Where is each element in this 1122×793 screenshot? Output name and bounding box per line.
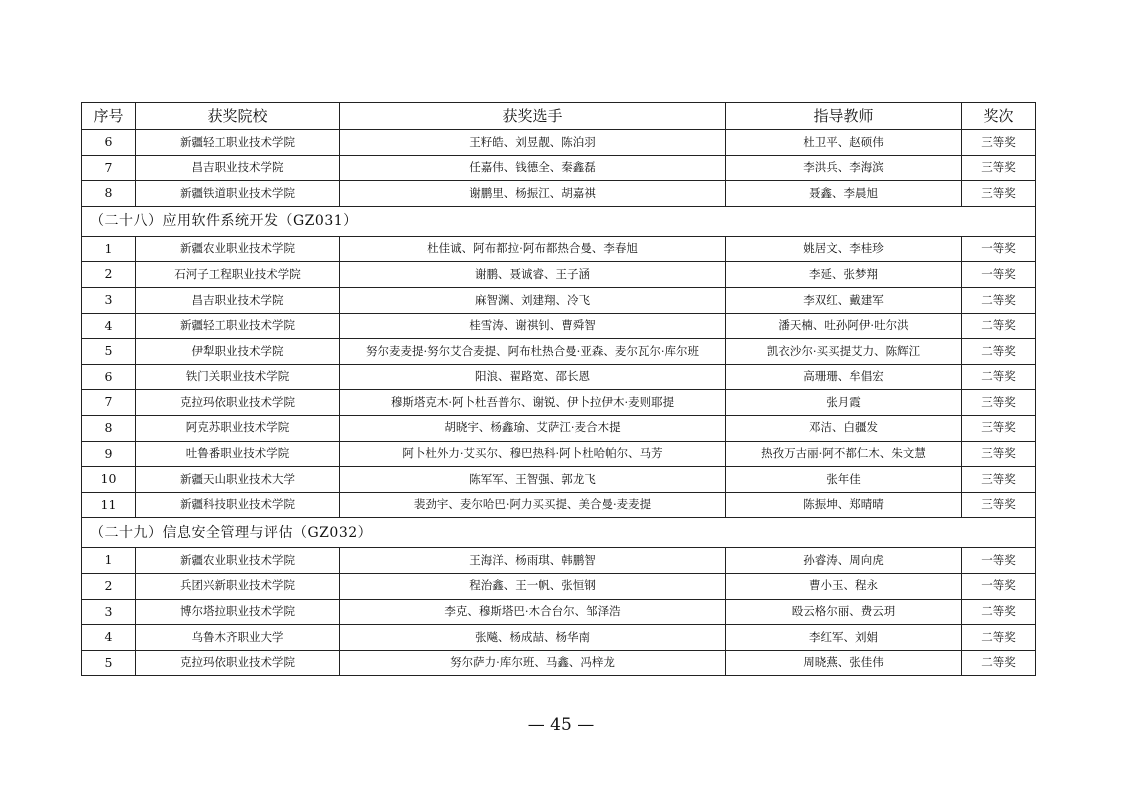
cell-teachers: 张年佳 bbox=[726, 467, 962, 493]
cell-teachers: 李延、张梦翔 bbox=[726, 262, 962, 288]
table-row bbox=[82, 599, 1036, 625]
cell-index: 8 bbox=[82, 415, 136, 441]
cell-teachers: 杜卫平、赵硕伟 bbox=[726, 130, 962, 156]
section-title: （二十八）应用软件系统开发（GZ031） bbox=[82, 206, 1036, 236]
header-award: 奖次 bbox=[962, 103, 1036, 130]
cell-school: 克拉玛依职业技术学院 bbox=[136, 650, 340, 676]
cell-index: 2 bbox=[82, 262, 136, 288]
cell-teachers: 李红军、刘娟 bbox=[726, 625, 962, 651]
cell-award: 三等奖 bbox=[962, 467, 1036, 493]
cell-players: 程治鑫、王一帆、张恒钢 bbox=[340, 573, 726, 599]
cell-award: 三等奖 bbox=[962, 130, 1036, 156]
header-teachers: 指导教师 bbox=[726, 103, 962, 130]
cell-teachers: 潘天楠、吐孙阿伊·吐尔洪 bbox=[726, 313, 962, 339]
cell-award: 二等奖 bbox=[962, 599, 1036, 625]
header-players: 获奖选手 bbox=[340, 103, 726, 130]
table-row bbox=[82, 548, 1036, 574]
cell-players: 努尔麦麦提·努尔艾合麦提、阿布杜热合曼·亚森、麦尔瓦尔·库尔班 bbox=[340, 339, 726, 365]
awards-table bbox=[81, 102, 1036, 676]
cell-school: 新疆农业职业技术学院 bbox=[136, 548, 340, 574]
cell-award: 二等奖 bbox=[962, 650, 1036, 676]
cell-index: 7 bbox=[82, 390, 136, 416]
table-row bbox=[82, 339, 1036, 365]
table-row bbox=[82, 155, 1036, 181]
cell-players: 阿卜杜外力·艾买尔、穆巴热科·阿卜杜哈帕尔、马芳 bbox=[340, 441, 726, 467]
cell-teachers: 凯衣沙尔·买买提艾力、陈辉江 bbox=[726, 339, 962, 365]
cell-players: 桂雪涛、谢祺钊、曹舜智 bbox=[340, 313, 726, 339]
cell-index: 10 bbox=[82, 467, 136, 493]
cell-teachers: 曹小玉、程永 bbox=[726, 573, 962, 599]
cell-school: 新疆科技职业技术学院 bbox=[136, 492, 340, 518]
cell-players: 任嘉伟、钱德全、秦鑫磊 bbox=[340, 155, 726, 181]
cell-award: 一等奖 bbox=[962, 262, 1036, 288]
table-row bbox=[82, 313, 1036, 339]
cell-teachers: 热孜万古丽·阿不都仁木、朱文慧 bbox=[726, 441, 962, 467]
cell-school: 铁门关职业技术学院 bbox=[136, 364, 340, 390]
cell-teachers: 孙睿涛、周向虎 bbox=[726, 548, 962, 574]
cell-index: 2 bbox=[82, 573, 136, 599]
cell-players: 阳浪、翟路宽、邵长恩 bbox=[340, 364, 726, 390]
cell-award: 一等奖 bbox=[962, 236, 1036, 262]
cell-players: 麻智渊、刘建翔、冷飞 bbox=[340, 287, 726, 313]
cell-school: 乌鲁木齐职业大学 bbox=[136, 625, 340, 651]
table-row bbox=[82, 492, 1036, 518]
page-number: — 45 — bbox=[527, 715, 595, 735]
cell-school: 博尔塔拉职业技术学院 bbox=[136, 599, 340, 625]
cell-school: 克拉玛依职业技术学院 bbox=[136, 390, 340, 416]
table-row bbox=[82, 467, 1036, 493]
section-heading-row bbox=[82, 206, 1036, 236]
cell-index: 5 bbox=[82, 339, 136, 365]
table-row bbox=[82, 573, 1036, 599]
cell-award: 三等奖 bbox=[962, 492, 1036, 518]
section-heading-row bbox=[82, 518, 1036, 548]
table-row bbox=[82, 130, 1036, 156]
cell-teachers: 姚居文、李桂珍 bbox=[726, 236, 962, 262]
cell-players: 杜佳诚、阿布都拉·阿布都热合曼、李春旭 bbox=[340, 236, 726, 262]
cell-school: 阿克苏职业技术学院 bbox=[136, 415, 340, 441]
cell-players: 胡晓宇、杨鑫瑜、艾萨江·麦合木提 bbox=[340, 415, 726, 441]
cell-award: 三等奖 bbox=[962, 441, 1036, 467]
cell-index: 3 bbox=[82, 287, 136, 313]
cell-teachers: 邓洁、白疆发 bbox=[726, 415, 962, 441]
cell-players: 陈军军、王智强、郭龙飞 bbox=[340, 467, 726, 493]
header-row bbox=[82, 103, 1036, 130]
header-school: 获奖院校 bbox=[136, 103, 340, 130]
cell-school: 兵团兴新职业技术学院 bbox=[136, 573, 340, 599]
cell-index: 8 bbox=[82, 181, 136, 207]
header-index: 序号 bbox=[82, 103, 136, 130]
cell-teachers: 陈振坤、郑晴晴 bbox=[726, 492, 962, 518]
cell-index: 7 bbox=[82, 155, 136, 181]
cell-players: 王海洋、杨雨琪、韩鹏智 bbox=[340, 548, 726, 574]
cell-index: 1 bbox=[82, 548, 136, 574]
cell-teachers: 周晓燕、张佳伟 bbox=[726, 650, 962, 676]
cell-players: 谢鹏、聂诚睿、王子涵 bbox=[340, 262, 726, 288]
cell-school: 新疆轻工职业技术学院 bbox=[136, 313, 340, 339]
cell-award: 三等奖 bbox=[962, 390, 1036, 416]
cell-index: 5 bbox=[82, 650, 136, 676]
cell-school: 新疆轻工职业技术学院 bbox=[136, 130, 340, 156]
table-row bbox=[82, 262, 1036, 288]
cell-players: 穆斯塔克木·阿卜杜吾普尔、谢锐、伊卜拉伊木·麦则耶提 bbox=[340, 390, 726, 416]
cell-teachers: 聂鑫、李晨旭 bbox=[726, 181, 962, 207]
cell-school: 新疆铁道职业技术学院 bbox=[136, 181, 340, 207]
table-row bbox=[82, 236, 1036, 262]
cell-index: 4 bbox=[82, 625, 136, 651]
cell-award: 二等奖 bbox=[962, 287, 1036, 313]
table-row bbox=[82, 441, 1036, 467]
cell-teachers: 李双红、戴建军 bbox=[726, 287, 962, 313]
cell-index: 4 bbox=[82, 313, 136, 339]
cell-players: 裴劲宇、麦尔哈巴·阿力买买提、美合曼·麦麦提 bbox=[340, 492, 726, 518]
table-row bbox=[82, 287, 1036, 313]
cell-teachers: 高珊珊、牟倡宏 bbox=[726, 364, 962, 390]
cell-award: 二等奖 bbox=[962, 364, 1036, 390]
cell-school: 昌吉职业技术学院 bbox=[136, 287, 340, 313]
cell-index: 3 bbox=[82, 599, 136, 625]
cell-players: 谢鹏里、杨振江、胡嘉祺 bbox=[340, 181, 726, 207]
cell-teachers: 殴云格尔丽、费云玥 bbox=[726, 599, 962, 625]
table-row bbox=[82, 181, 1036, 207]
table-row bbox=[82, 364, 1036, 390]
table-row bbox=[82, 625, 1036, 651]
cell-index: 9 bbox=[82, 441, 136, 467]
cell-school: 石河子工程职业技术学院 bbox=[136, 262, 340, 288]
cell-award: 二等奖 bbox=[962, 339, 1036, 365]
cell-award: 三等奖 bbox=[962, 415, 1036, 441]
cell-award: 二等奖 bbox=[962, 313, 1036, 339]
cell-school: 新疆农业职业技术学院 bbox=[136, 236, 340, 262]
cell-award: 一等奖 bbox=[962, 573, 1036, 599]
section-title: （二十九）信息安全管理与评估（GZ032） bbox=[82, 518, 1036, 548]
cell-teachers: 李洪兵、李海滨 bbox=[726, 155, 962, 181]
cell-award: 二等奖 bbox=[962, 625, 1036, 651]
cell-school: 昌吉职业技术学院 bbox=[136, 155, 340, 181]
cell-award: 一等奖 bbox=[962, 548, 1036, 574]
table-body bbox=[82, 130, 1036, 676]
cell-players: 努尔萨力·库尔班、马鑫、冯梓龙 bbox=[340, 650, 726, 676]
cell-players: 王籽皓、刘昱靓、陈泊羽 bbox=[340, 130, 726, 156]
cell-school: 吐鲁番职业技术学院 bbox=[136, 441, 340, 467]
table-row bbox=[82, 415, 1036, 441]
cell-teachers: 张月霞 bbox=[726, 390, 962, 416]
cell-index: 6 bbox=[82, 130, 136, 156]
table-header bbox=[82, 103, 1036, 130]
cell-index: 6 bbox=[82, 364, 136, 390]
cell-school: 新疆天山职业技术大学 bbox=[136, 467, 340, 493]
cell-school: 伊犁职业技术学院 bbox=[136, 339, 340, 365]
cell-award: 三等奖 bbox=[962, 181, 1036, 207]
table-row bbox=[82, 650, 1036, 676]
cell-players: 张飚、杨成喆、杨华南 bbox=[340, 625, 726, 651]
cell-index: 11 bbox=[82, 492, 136, 518]
cell-index: 1 bbox=[82, 236, 136, 262]
table-row bbox=[82, 390, 1036, 416]
cell-players: 李克、穆斯塔巴·木合台尔、邹泽浩 bbox=[340, 599, 726, 625]
cell-award: 三等奖 bbox=[962, 155, 1036, 181]
